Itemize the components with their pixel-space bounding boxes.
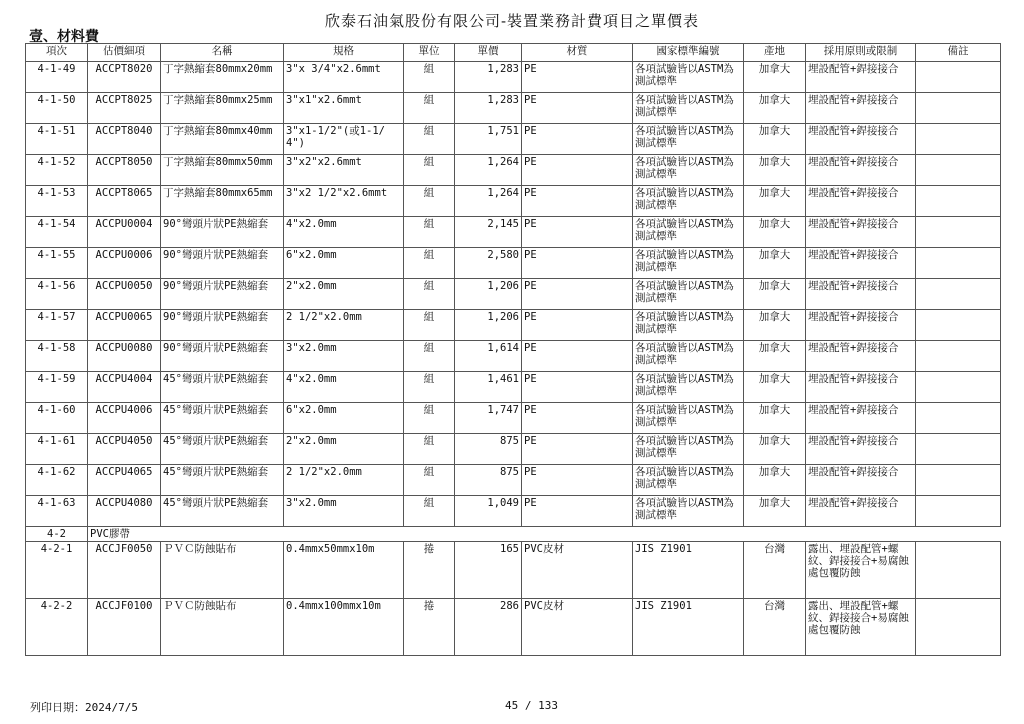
- group-row: [26, 527, 1001, 542]
- cell-unit: 組: [404, 465, 455, 496]
- cell-unit: 組: [404, 155, 455, 186]
- cell-code: ACCPU0004: [88, 217, 161, 248]
- cell-price: 1,283: [455, 62, 522, 93]
- cell-origin: 台灣: [744, 542, 806, 599]
- cell-standard: 各項試驗皆以ASTM為測試標準: [633, 217, 744, 248]
- cell-note: [916, 279, 1001, 310]
- cell-spec: 3"x 3/4"x2.6mmt: [284, 62, 404, 93]
- cell-unit: 組: [404, 217, 455, 248]
- cell-price: 2,145: [455, 217, 522, 248]
- cell-rule: 埋設配管+銲接接合: [806, 496, 916, 527]
- cell-spec: 2 1/2"x2.0mm: [284, 465, 404, 496]
- cell-unit: 捲: [404, 599, 455, 656]
- cell-note: [916, 403, 1001, 434]
- cell-price: 1,751: [455, 124, 522, 155]
- cell-note: [916, 599, 1001, 656]
- cell-origin: 加拿大: [744, 217, 806, 248]
- cell-item-no: 4-1-63: [26, 496, 88, 527]
- cell-rule: 埋設配管+銲接接合: [806, 372, 916, 403]
- cell-note: [916, 434, 1001, 465]
- cell-material: PE: [522, 496, 633, 527]
- cell-rule: 埋設配管+銲接接合: [806, 62, 916, 93]
- cell-item-no: 4-1-51: [26, 124, 88, 155]
- cell-note: [916, 124, 1001, 155]
- cell-spec: 3"x1-1/2"(或1-1/4"): [284, 124, 404, 155]
- cell-rule: 埋設配管+銲接接合: [806, 155, 916, 186]
- cell-origin: 加拿大: [744, 434, 806, 465]
- cell-item-no: 4-2-1: [26, 542, 88, 599]
- cell-name: 90°彎頭片狀PE熱縮套: [161, 341, 284, 372]
- cell-rule: 埋設配管+銲接接合: [806, 465, 916, 496]
- cell-unit: 組: [404, 62, 455, 93]
- cell-rule: 露出、埋設配管+螺紋、銲接接合+易腐蝕處包覆防蝕: [806, 542, 916, 599]
- cell-standard: 各項試驗皆以ASTM為測試標準: [633, 186, 744, 217]
- cell-item-no: 4-1-55: [26, 248, 88, 279]
- cell-material: PE: [522, 93, 633, 124]
- cell-code: ACCPU0065: [88, 310, 161, 341]
- cell-code: ACCPU4080: [88, 496, 161, 527]
- cell-name: 90°彎頭片狀PE熱縮套: [161, 217, 284, 248]
- cell-note: [916, 341, 1001, 372]
- cell-spec: 2 1/2"x2.0mm: [284, 310, 404, 341]
- group-no: 4-2: [26, 527, 88, 542]
- cell-name: 45°彎頭片狀PE熱縮套: [161, 496, 284, 527]
- cell-code: ACCJF0100: [88, 599, 161, 656]
- cell-price: 286: [455, 599, 522, 656]
- cell-unit: 組: [404, 310, 455, 341]
- cell-standard: 各項試驗皆以ASTM為測試標準: [633, 372, 744, 403]
- cell-unit: 組: [404, 403, 455, 434]
- cell-rule: 埋設配管+銲接接合: [806, 248, 916, 279]
- document-title: 欣泰石油氣股份有限公司-裝置業務計費項目之單價表: [324, 12, 700, 30]
- cell-price: 2,580: [455, 248, 522, 279]
- table-header-row: [26, 44, 1001, 62]
- cell-note: [916, 155, 1001, 186]
- cell-name: 丁字熱縮套80mmx25mm: [161, 93, 284, 124]
- cell-name: 90°彎頭片狀PE熱縮套: [161, 310, 284, 341]
- cell-spec: 3"x2.0mm: [284, 496, 404, 527]
- cell-origin: 加拿大: [744, 248, 806, 279]
- cell-origin: 加拿大: [744, 465, 806, 496]
- cell-code: ACCPT8065: [88, 186, 161, 217]
- cell-price: 1,461: [455, 372, 522, 403]
- table-row: [26, 217, 1001, 248]
- cell-spec: 3"x2"x2.6mmt: [284, 155, 404, 186]
- cell-price: 875: [455, 434, 522, 465]
- cell-price: 1,614: [455, 341, 522, 372]
- table-row: [26, 465, 1001, 496]
- cell-unit: 組: [404, 248, 455, 279]
- cell-name: 丁字熱縮套80mmx50mm: [161, 155, 284, 186]
- cell-name: ＰＶＣ防蝕貼布: [161, 599, 284, 656]
- cell-spec: 6"x2.0mm: [284, 403, 404, 434]
- cell-item-no: 4-1-60: [26, 403, 88, 434]
- cell-origin: 加拿大: [744, 155, 806, 186]
- cell-note: [916, 465, 1001, 496]
- cell-unit: 組: [404, 496, 455, 527]
- cell-origin: 加拿大: [744, 186, 806, 217]
- cell-name: 45°彎頭片狀PE熱縮套: [161, 403, 284, 434]
- header-name: 名稱: [161, 44, 284, 62]
- header-unit: 單位: [404, 44, 455, 62]
- cell-code: ACCJF0050: [88, 542, 161, 599]
- table-row: [26, 496, 1001, 527]
- group-label: PVC膠帶: [88, 527, 1001, 542]
- cell-standard: JIS Z1901: [633, 599, 744, 656]
- cell-item-no: 4-1-54: [26, 217, 88, 248]
- cell-name: 90°彎頭片狀PE熱縮套: [161, 279, 284, 310]
- cell-name: 丁字熱縮套80mmx20mm: [161, 62, 284, 93]
- cell-unit: 組: [404, 124, 455, 155]
- cell-material: PE: [522, 186, 633, 217]
- cell-name: 90°彎頭片狀PE熱縮套: [161, 248, 284, 279]
- cell-origin: 加拿大: [744, 279, 806, 310]
- cell-standard: JIS Z1901: [633, 542, 744, 599]
- cell-spec: 6"x2.0mm: [284, 248, 404, 279]
- cell-unit: 組: [404, 372, 455, 403]
- cell-name: 45°彎頭片狀PE熱縮套: [161, 372, 284, 403]
- cell-note: [916, 186, 1001, 217]
- section-title: 壹、材料費: [29, 29, 99, 45]
- cell-rule: 露出、埋設配管+螺紋、銲接接合+易腐蝕處包覆防蝕: [806, 599, 916, 656]
- cell-unit: 組: [404, 279, 455, 310]
- cell-price: 875: [455, 465, 522, 496]
- cell-material: PE: [522, 465, 633, 496]
- cell-price: 1,206: [455, 310, 522, 341]
- cell-origin: 加拿大: [744, 124, 806, 155]
- table-row: [26, 599, 1001, 656]
- cell-origin: 加拿大: [744, 93, 806, 124]
- cell-material: PE: [522, 217, 633, 248]
- cell-spec: 4"x2.0mm: [284, 217, 404, 248]
- print-date: 列印日期：2024/7/5: [30, 701, 138, 714]
- cell-unit: 組: [404, 434, 455, 465]
- cell-rule: 埋設配管+銲接接合: [806, 403, 916, 434]
- cell-standard: 各項試驗皆以ASTM為測試標準: [633, 124, 744, 155]
- cell-origin: 加拿大: [744, 372, 806, 403]
- cell-material: PE: [522, 155, 633, 186]
- table-row: [26, 155, 1001, 186]
- page-number: 45 / 133: [505, 699, 558, 712]
- cell-material: PE: [522, 372, 633, 403]
- header-material: 材質: [522, 44, 633, 62]
- cell-rule: 埋設配管+銲接接合: [806, 124, 916, 155]
- cell-standard: 各項試驗皆以ASTM為測試標準: [633, 403, 744, 434]
- cell-rule: 埋設配管+銲接接合: [806, 186, 916, 217]
- cell-origin: 台灣: [744, 599, 806, 656]
- cell-item-no: 4-1-56: [26, 279, 88, 310]
- header-code: 估價細項: [88, 44, 161, 62]
- cell-unit: 組: [404, 93, 455, 124]
- cell-item-no: 4-1-61: [26, 434, 88, 465]
- cell-standard: 各項試驗皆以ASTM為測試標準: [633, 93, 744, 124]
- cell-item-no: 4-1-57: [26, 310, 88, 341]
- table-row: [26, 542, 1001, 599]
- cell-spec: 2"x2.0mm: [284, 279, 404, 310]
- cell-note: [916, 62, 1001, 93]
- table-row: [26, 248, 1001, 279]
- table-row: [26, 310, 1001, 341]
- cell-spec: 3"x1"x2.6mmt: [284, 93, 404, 124]
- header-standard: 國家標準編號: [633, 44, 744, 62]
- cell-rule: 埋設配管+銲接接合: [806, 93, 916, 124]
- cell-code: ACCPU4004: [88, 372, 161, 403]
- cell-item-no: 4-1-62: [26, 465, 88, 496]
- header-rule: 採用原則或限制: [806, 44, 916, 62]
- cell-spec: 3"x2 1/2"x2.6mmt: [284, 186, 404, 217]
- table-row: [26, 62, 1001, 93]
- cell-origin: 加拿大: [744, 62, 806, 93]
- cell-note: [916, 248, 1001, 279]
- cell-note: [916, 310, 1001, 341]
- cell-material: PE: [522, 403, 633, 434]
- table-row: [26, 341, 1001, 372]
- cell-price: 1,264: [455, 155, 522, 186]
- cell-price: 1,747: [455, 403, 522, 434]
- table-row: [26, 124, 1001, 155]
- cell-material: PE: [522, 248, 633, 279]
- cell-name: 丁字熱縮套80mmx40mm: [161, 124, 284, 155]
- cell-rule: 埋設配管+銲接接合: [806, 434, 916, 465]
- cell-code: ACCPT8040: [88, 124, 161, 155]
- cell-item-no: 4-1-53: [26, 186, 88, 217]
- cell-material: PE: [522, 434, 633, 465]
- cell-name: 45°彎頭片狀PE熱縮套: [161, 465, 284, 496]
- cell-code: ACCPU4065: [88, 465, 161, 496]
- cell-origin: 加拿大: [744, 341, 806, 372]
- cell-spec: 3"x2.0mm: [284, 341, 404, 372]
- table-row: [26, 434, 1001, 465]
- header-price: 單價: [455, 44, 522, 62]
- cell-code: ACCPU4050: [88, 434, 161, 465]
- cell-unit: 組: [404, 341, 455, 372]
- cell-item-no: 4-1-59: [26, 372, 88, 403]
- cell-name: 45°彎頭片狀PE熱縮套: [161, 434, 284, 465]
- cell-price: 1,206: [455, 279, 522, 310]
- cell-material: PE: [522, 279, 633, 310]
- cell-material: PE: [522, 310, 633, 341]
- cell-note: [916, 542, 1001, 599]
- cell-origin: 加拿大: [744, 310, 806, 341]
- cell-rule: 埋設配管+銲接接合: [806, 217, 916, 248]
- cell-code: ACCPU0080: [88, 341, 161, 372]
- cell-price: 1,264: [455, 186, 522, 217]
- cell-spec: 4"x2.0mm: [284, 372, 404, 403]
- cell-standard: 各項試驗皆以ASTM為測試標準: [633, 341, 744, 372]
- cell-note: [916, 93, 1001, 124]
- header-note: 備註: [916, 44, 1001, 62]
- cell-unit: 捲: [404, 542, 455, 599]
- cell-material: PE: [522, 341, 633, 372]
- cell-item-no: 4-1-49: [26, 62, 88, 93]
- cell-rule: 埋設配管+銲接接合: [806, 279, 916, 310]
- cell-standard: 各項試驗皆以ASTM為測試標準: [633, 434, 744, 465]
- cell-standard: 各項試驗皆以ASTM為測試標準: [633, 279, 744, 310]
- cell-name: 丁字熱縮套80mmx65mm: [161, 186, 284, 217]
- cell-code: ACCPT8025: [88, 93, 161, 124]
- cell-standard: 各項試驗皆以ASTM為測試標準: [633, 62, 744, 93]
- cell-origin: 加拿大: [744, 403, 806, 434]
- cell-price: 165: [455, 542, 522, 599]
- cell-code: ACCPU0006: [88, 248, 161, 279]
- cell-name: ＰＶＣ防蝕貼布: [161, 542, 284, 599]
- cell-rule: 埋設配管+銲接接合: [806, 341, 916, 372]
- cell-note: [916, 217, 1001, 248]
- cell-origin: 加拿大: [744, 496, 806, 527]
- cell-material: PE: [522, 62, 633, 93]
- cell-standard: 各項試驗皆以ASTM為測試標準: [633, 155, 744, 186]
- cell-material: PVC皮材: [522, 542, 633, 599]
- cell-standard: 各項試驗皆以ASTM為測試標準: [633, 248, 744, 279]
- cell-item-no: 4-1-50: [26, 93, 88, 124]
- cell-note: [916, 496, 1001, 527]
- table-row: [26, 279, 1001, 310]
- cell-item-no: 4-2-2: [26, 599, 88, 656]
- cell-standard: 各項試驗皆以ASTM為測試標準: [633, 465, 744, 496]
- cell-code: ACCPU4006: [88, 403, 161, 434]
- cell-spec: 0.4mmx100mmx10m: [284, 599, 404, 656]
- cell-standard: 各項試驗皆以ASTM為測試標準: [633, 496, 744, 527]
- table-row: [26, 403, 1001, 434]
- cell-code: ACCPU0050: [88, 279, 161, 310]
- cell-rule: 埋設配管+銲接接合: [806, 310, 916, 341]
- header-item-no: 項次: [26, 44, 88, 62]
- header-origin: 產地: [744, 44, 806, 62]
- cell-price: 1,283: [455, 93, 522, 124]
- table-row: [26, 186, 1001, 217]
- cell-item-no: 4-1-52: [26, 155, 88, 186]
- header-spec: 規格: [284, 44, 404, 62]
- table-row: [26, 372, 1001, 403]
- cell-price: 1,049: [455, 496, 522, 527]
- cell-unit: 組: [404, 186, 455, 217]
- table-row: [26, 93, 1001, 124]
- cell-material: PVC皮材: [522, 599, 633, 656]
- cell-standard: 各項試驗皆以ASTM為測試標準: [633, 310, 744, 341]
- cell-code: ACCPT8020: [88, 62, 161, 93]
- cell-item-no: 4-1-58: [26, 341, 88, 372]
- cell-code: ACCPT8050: [88, 155, 161, 186]
- price-table: [25, 43, 1001, 656]
- cell-note: [916, 372, 1001, 403]
- cell-spec: 2"x2.0mm: [284, 434, 404, 465]
- cell-spec: 0.4mmx50mmx10m: [284, 542, 404, 599]
- cell-material: PE: [522, 124, 633, 155]
